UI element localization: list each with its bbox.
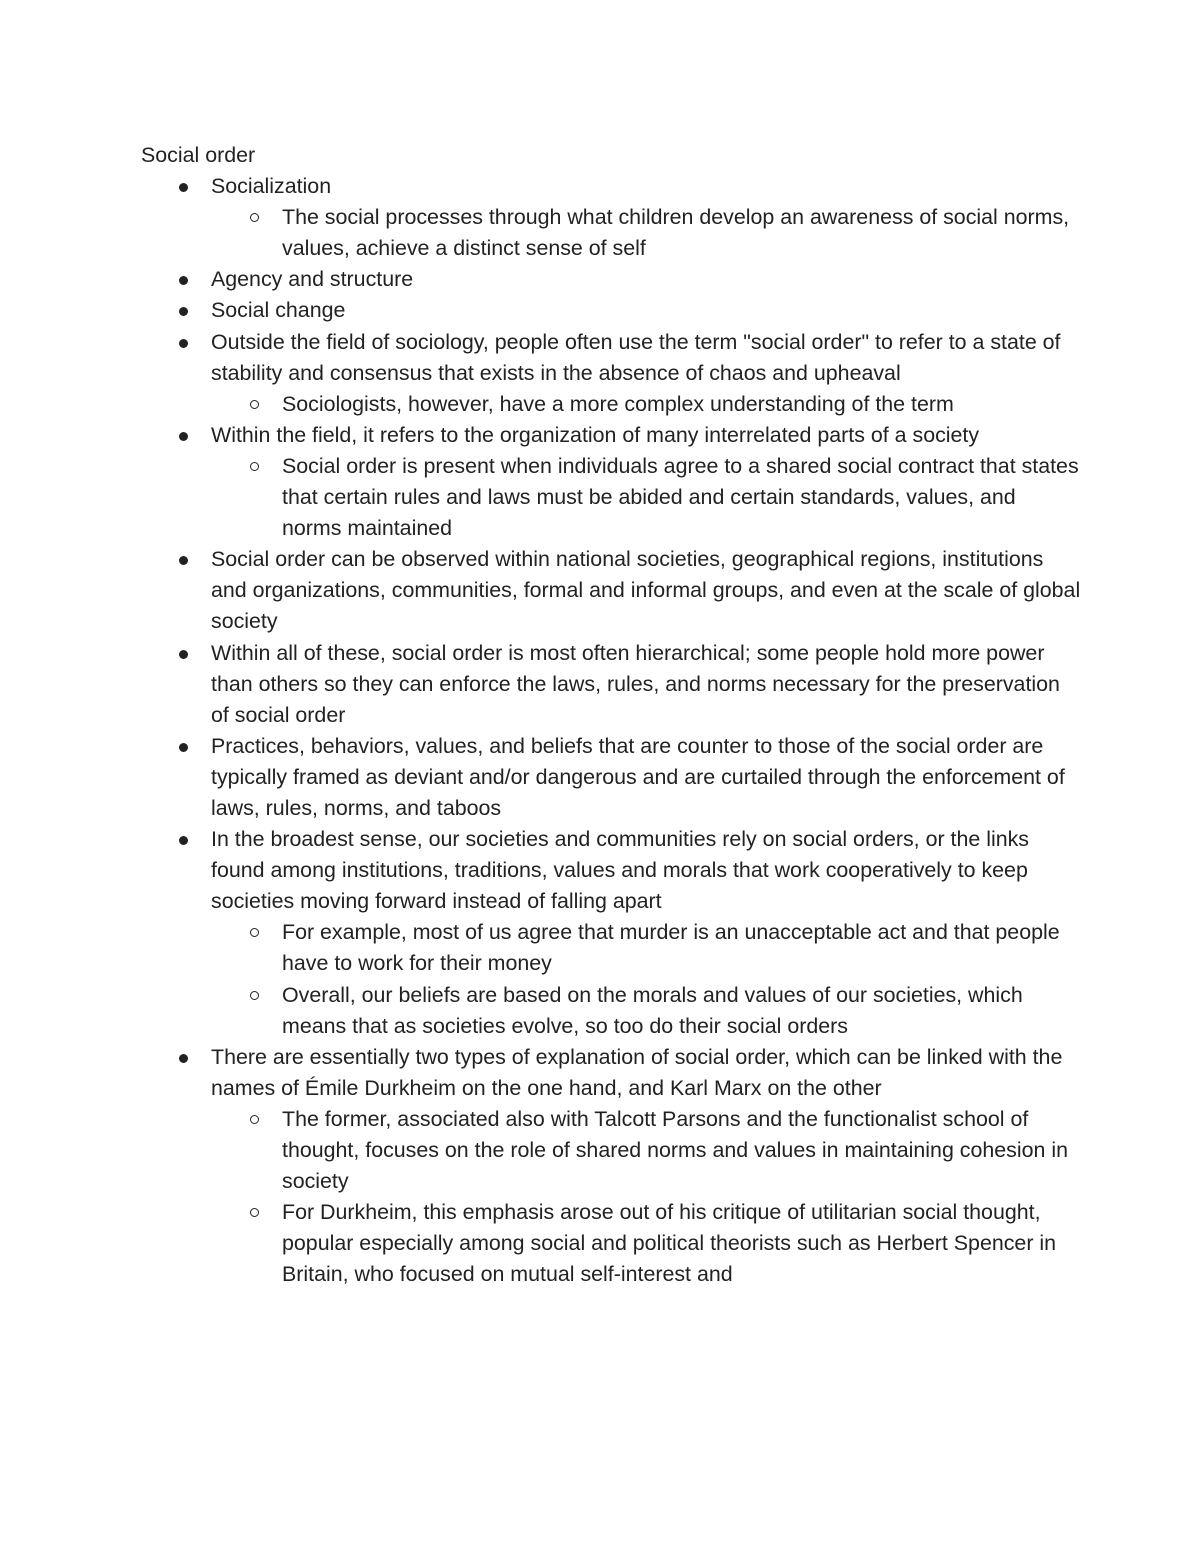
sub-list-item-text: The social processes through what children develop an awareness of social norms, values, achieve a distinct sense of self — [282, 205, 1070, 261]
sub-list-item — [211, 1197, 1081, 1290]
list-item-text: Socialization — [211, 174, 332, 199]
filled-bullet-icon — [179, 432, 188, 441]
filled-bullet-icon — [179, 339, 188, 348]
list-item — [141, 824, 1081, 1042]
filled-bullet-icon — [179, 743, 188, 752]
filled-bullet-icon — [179, 276, 188, 285]
sub-list-item-text: Overall, our beliefs are based on the morals and values of our societies, which means that as societies evolve, so too do their social orders — [282, 982, 1023, 1038]
list-item — [141, 544, 1081, 637]
sub-list-item — [211, 980, 1081, 1042]
filled-bullet-icon — [179, 1054, 188, 1063]
sub-list-item — [211, 389, 1081, 420]
sub-list-item-text: The former, associated also with Talcott Parsons and the functionalist school of thought, focuses on the role of shared norms and values in maintaining cohesion in society — [282, 1106, 1069, 1194]
hollow-bullet-icon — [250, 213, 259, 222]
list-item — [141, 731, 1081, 824]
sub-list-item — [211, 202, 1081, 264]
list-item — [141, 327, 1081, 420]
list-item-text: Social change — [211, 298, 346, 323]
bullet-list — [141, 171, 1081, 1290]
sub-list-item-text: Sociologists, however, have a more complex understanding of the term — [282, 391, 954, 416]
list-item — [141, 295, 1081, 326]
hollow-bullet-icon — [250, 1208, 259, 1217]
sub-list-item — [211, 1104, 1081, 1197]
list-item-text: Practices, behaviors, values, and beliefs that are counter to those of the social order are typically framed as deviant and/or dangerous and are curtailed through the enforcement of laws, rules, norms, and taboos — [211, 733, 1065, 820]
hollow-bullet-icon — [250, 462, 259, 471]
list-item-text: Within the field, it refers to the organization of many interrelated parts of a society — [211, 422, 980, 447]
filled-bullet-icon — [179, 650, 188, 659]
list-item — [141, 171, 1081, 264]
filled-bullet-icon — [179, 556, 188, 565]
list-item-text: Outside the field of sociology, people often use the term "social order" to refer to a state of stability and consensus that exists in the absence of chaos and upheaval — [211, 329, 1061, 385]
list-item — [141, 1042, 1081, 1291]
sub-bullet-list — [211, 202, 1081, 264]
hollow-bullet-icon — [250, 1115, 259, 1124]
list-item-text: In the broadest sense, our societies and communities rely on social orders, or the links found among institutions, traditions, values and morals that work cooperatively to keep societies moving forward instead of falling apart — [211, 827, 1030, 914]
sub-list-item-text: For Durkheim, this emphasis arose out of his critique of utilitarian social thought, popular especially among social and political theorists such as Herbert Spencer in Britain, who focused on mutual self-interest and — [282, 1200, 1057, 1287]
list-item-text: Agency and structure — [211, 267, 414, 292]
document-title: Social order — [141, 143, 256, 167]
hollow-bullet-icon — [250, 400, 259, 409]
sub-list-item — [211, 917, 1081, 979]
list-item — [141, 264, 1081, 295]
filled-bullet-icon — [179, 307, 188, 316]
hollow-bullet-icon — [250, 991, 259, 1000]
document-body — [141, 140, 1081, 1290]
list-item-text: There are essentially two types of explanation of social order, which can be linked with the names of Émile Durkheim on the one hand, and Karl Marx on the other — [211, 1044, 1063, 1100]
filled-bullet-icon — [179, 836, 188, 845]
sub-bullet-list — [211, 1104, 1081, 1291]
list-item — [141, 420, 1081, 544]
sub-list-item-text: For example, most of us agree that murder is an unacceptable act and that people have to work for their money — [282, 920, 1060, 976]
hollow-bullet-icon — [250, 928, 259, 937]
list-item — [141, 638, 1081, 731]
sub-bullet-list — [211, 389, 1081, 420]
sub-bullet-list — [211, 451, 1081, 544]
list-item-text: Within all of these, social order is most often hierarchical; some people hold more power than others so they can enforce the laws, rules, and norms necessary for the preservation of social order — [211, 640, 1060, 727]
filled-bullet-icon — [179, 183, 188, 192]
sub-bullet-list — [211, 917, 1081, 1041]
list-item-text: Social order can be observed within national societies, geographical regions, institutions and organizations, communities, formal and informal groups, and even at the scale of global society — [211, 547, 1081, 634]
sub-list-item-text: Social order is present when individuals agree to a shared social contract that states that certain rules and laws must be abided and certain standards, values, and norms maintained — [282, 453, 1079, 541]
sub-list-item — [211, 451, 1081, 544]
